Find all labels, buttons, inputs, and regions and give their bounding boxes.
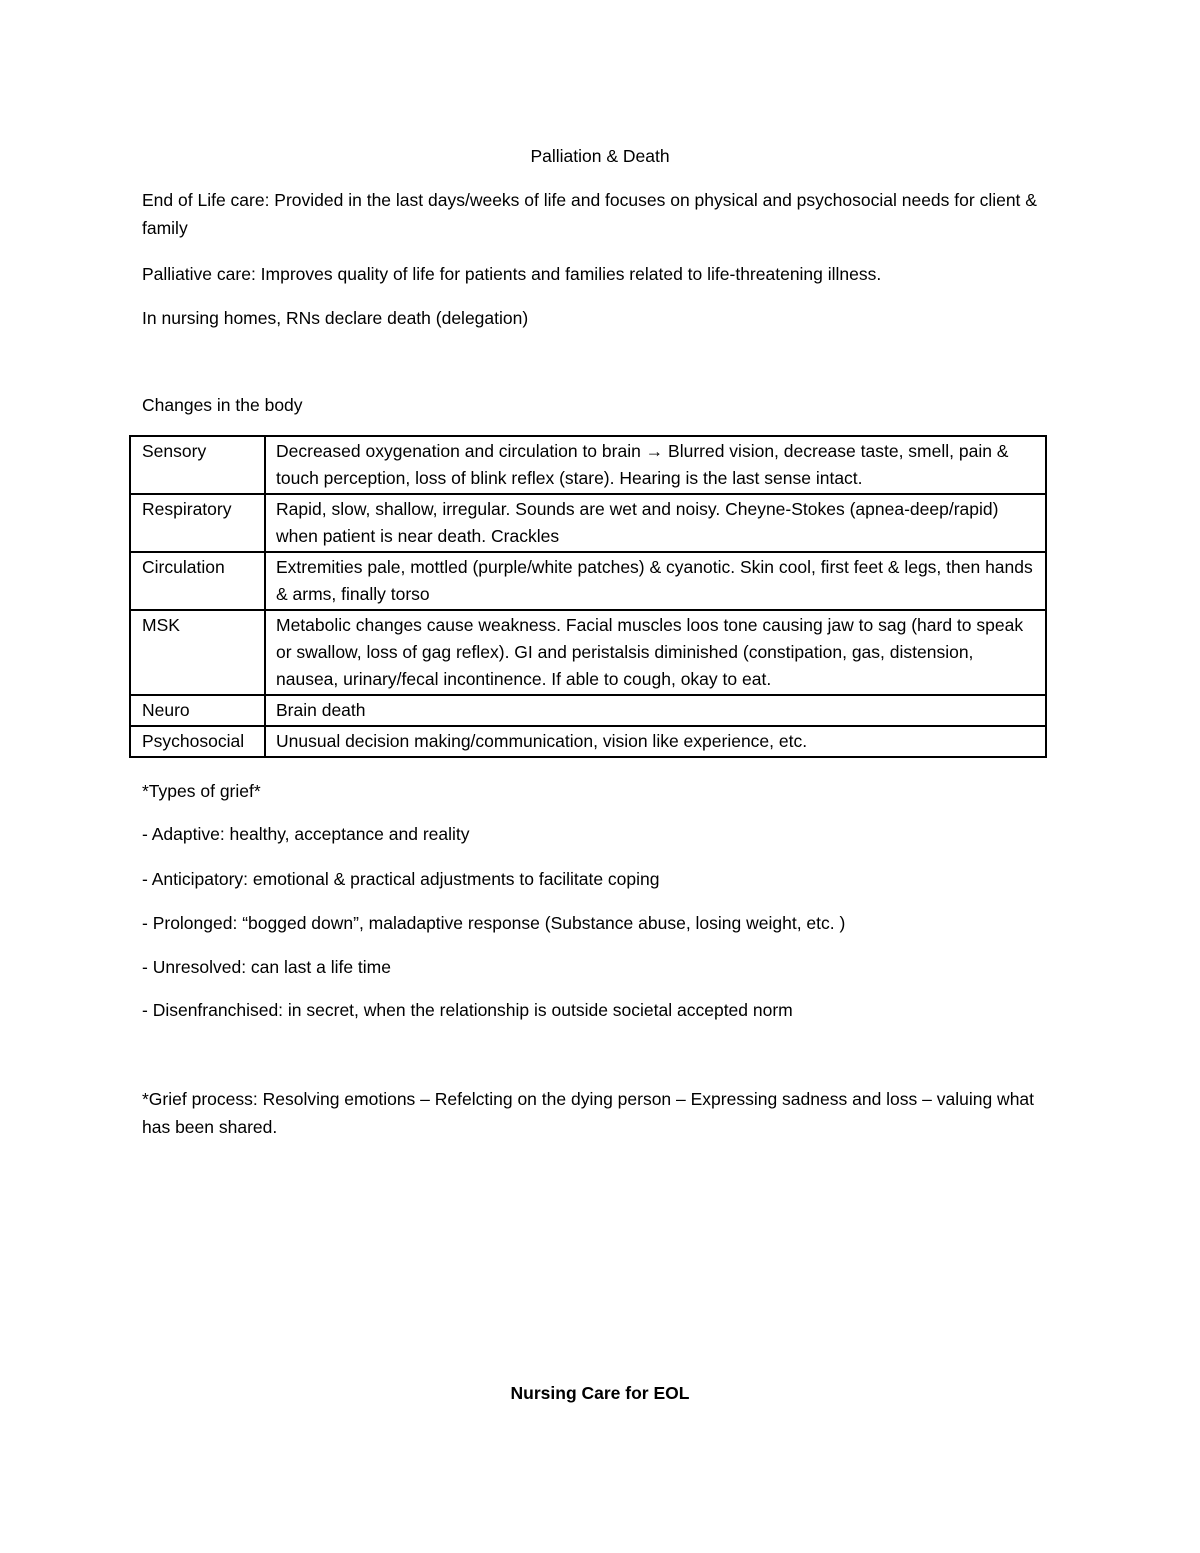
end-of-life-definition: End of Life care: Provided in the last days/weeks of life and focuses on physical and psychosocial needs for client & family [142,190,1037,238]
table-row [130,436,1046,494]
grief-process: *Grief process: Resolving emotions – Refelcting on the dying person – Expressing sadness and loss – valuing what has been shared. [142,1089,1035,1137]
category-cell: Respiratory [130,494,265,552]
description-cell: Unusual decision making/communication, vision like experience, etc. [265,726,1046,757]
grief-type-item: - Adaptive: healthy, acceptance and reality [142,824,470,844]
table-row [130,695,1046,726]
page-title: Palliation & Death [530,146,670,166]
category-cell: MSK [130,610,265,695]
category-cell: Neuro [130,695,265,726]
grief-type-item: - Unresolved: can last a life time [142,957,391,977]
table-row [130,726,1046,757]
table-row [130,494,1046,552]
description-cell: Rapid, slow, shallow, irregular. Sounds are wet and noisy. Cheyne-Stokes (apnea-deep/rapid) when patient is near death. Crackles [265,494,1046,552]
palliative-care-definition: Palliative care: Improves quality of life for patients and families related to life-threatening illness. [142,264,882,284]
table-row [130,552,1046,610]
description-cell: Extremities pale, mottled (purple/white patches) & cyanotic. Skin cool, first feet & legs, then hands & arms, finally torso [265,552,1046,610]
category-cell: Sensory [130,436,265,494]
category-cell: Psychosocial [130,726,265,757]
grief-type-item: - Prolonged: “bogged down”, maladaptive response (Substance abuse, losing weight, etc. ) [142,913,846,933]
grief-type-item: - Anticipatory: emotional & practical adjustments to facilitate coping [142,869,660,889]
grief-types-heading: *Types of grief* [142,781,261,801]
nursing-homes-note: In nursing homes, RNs declare death (delegation) [142,308,529,328]
nursing-care-heading: Nursing Care for EOL [510,1383,690,1403]
changes-in-body-table [129,435,1047,758]
grief-type-item: - Disenfranchised: in secret, when the relationship is outside societal accepted norm [142,1000,793,1020]
table-row [130,610,1046,695]
description-cell: Metabolic changes cause weakness. Facial muscles loos tone causing jaw to sag (hard to speak or swallow, loss of gag reflex). GI and peristalsis diminished (constipation, gas, distension, nausea, urinary/fecal incontinence. If able to cough, okay to eat. [265,610,1046,695]
description-cell: Brain death [265,695,1046,726]
category-cell: Circulation [130,552,265,610]
changes-heading: Changes in the body [142,395,303,415]
description-cell: Decreased oxygenation and circulation to brain → Blurred vision, decrease taste, smell, pain & touch perception, loss of blink reflex (stare). Hearing is the last sense intact. [265,436,1046,494]
